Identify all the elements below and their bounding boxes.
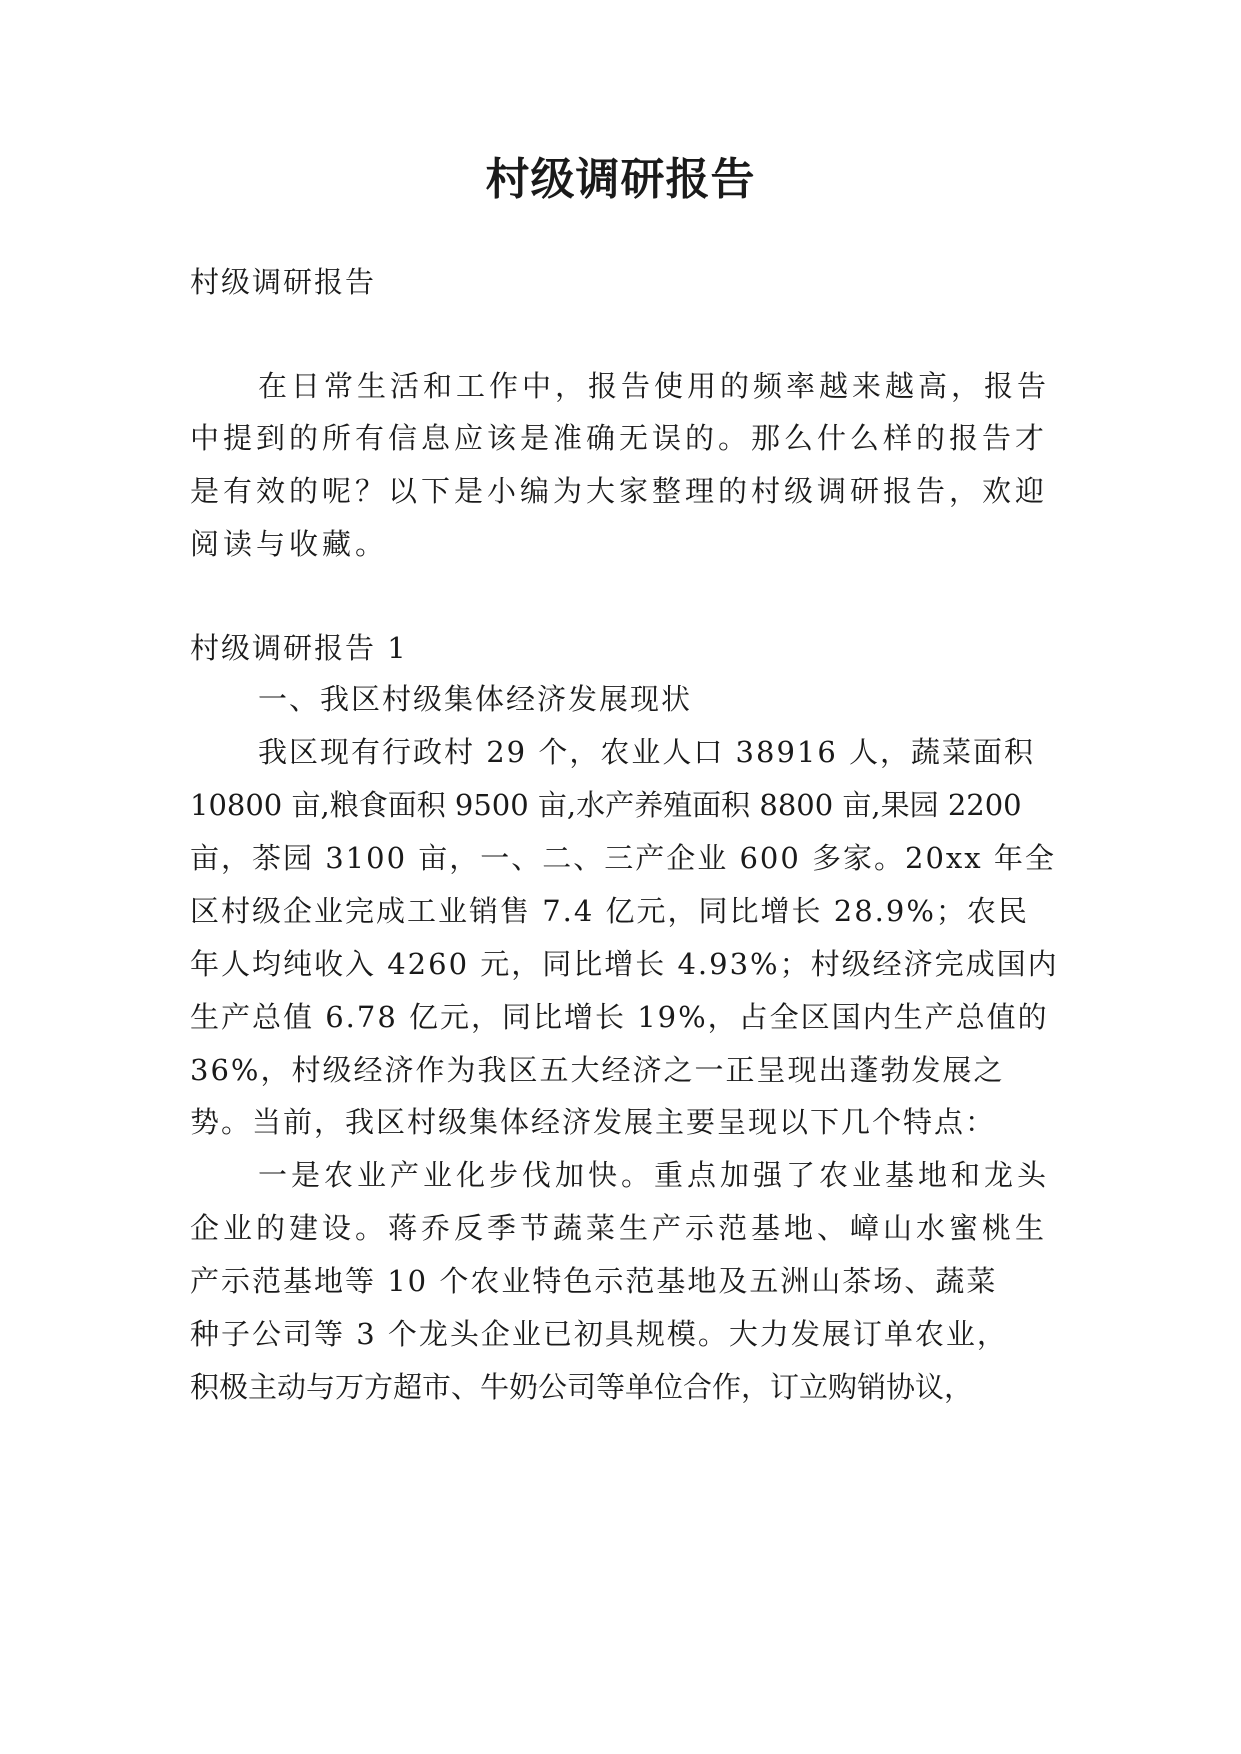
para2-line-2: 企业的建设。蒋乔反季节蔬菜生产示范基地、嶂山水蜜桃生: [190, 1211, 1049, 1245]
para1-line-1: 我区现有行政村 29 个，农业人口 38916 人，蔬菜面积: [258, 735, 1036, 769]
para1-line-6: 生产总值 6.78 亿元，同比增长 19%，占全区国内生产总值的: [190, 1000, 1049, 1034]
para2-line-4: 种子公司等 3 个龙头企业已初具规模。大力发展订单农业，: [190, 1317, 1008, 1351]
document-title: 村级调研报告: [485, 154, 756, 205]
heading-1: 一、我区村级集体经济发展现状: [258, 682, 693, 716]
para1-line-8: 势。当前，我区村级集体经济发展主要呈现以下几个特点：: [190, 1105, 997, 1139]
intro-line-4: 阅读与收藏。: [190, 527, 389, 561]
document-subtitle: 村级调研报告: [190, 265, 377, 299]
intro-line-1: 在日常生活和工作中，报告使用的频率越来越高，报告: [258, 369, 1051, 403]
para1-line-5: 年人均纯收入 4260 元，同比增长 4.93%；村级经济完成国内: [190, 947, 1059, 981]
section-title: 村级调研报告 1: [190, 631, 408, 665]
para2-line-1: 一是农业产业化步伐加快。重点加强了农业基地和龙头: [258, 1158, 1051, 1192]
para2-line-3: 产示范基地等 10 个农业特色示范基地及五洲山茶场、蔬菜: [190, 1264, 998, 1298]
para1-line-2: 10800 亩,粮食面积 9500 亩,水产养殖面积 8800 亩,果园 2200: [190, 788, 1022, 822]
para1-line-7: 36%，村级经济作为我区五大经济之一正呈现出蓬勃发展之: [190, 1053, 1005, 1087]
para1-line-3: 亩，茶园 3100 亩，一、二、三产企业 600 多家。20xx 年全: [190, 841, 1056, 875]
intro-line-2: 中提到的所有信息应该是准确无误的。那么什么样的报告才: [190, 421, 1049, 455]
para1-line-4: 区村级企业完成工业销售 7.4 亿元，同比增长 28.9%；农民: [190, 894, 1029, 928]
intro-line-3: 是有效的呢？以下是小编为大家整理的村级调研报告，欢迎: [190, 474, 1049, 508]
para2-line-5: 积极主动与万方超市、牛奶公司等单位合作，订立购销协议，: [190, 1370, 974, 1404]
